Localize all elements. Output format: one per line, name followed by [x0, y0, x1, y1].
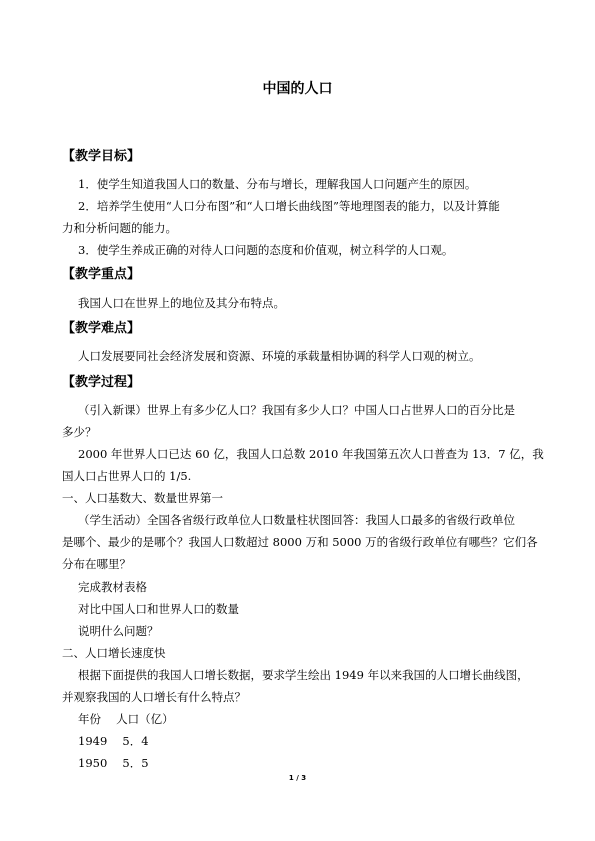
goal-item-2-line-2: 力和分析问题的能力。 — [62, 221, 177, 235]
table-header: 年份 人口（亿） — [78, 712, 174, 726]
heading-key-points: 【教学重点】 — [62, 267, 141, 282]
heading-process: 【教学过程】 — [62, 375, 141, 390]
process-p3-line-1: （学生活动）全国各省级行政单位人口数量柱状图回答：我国人口最多的省级行政单位 — [78, 513, 515, 527]
process-p4-line-1: 根据下面提供的我国人口增长数据，要求学生绘出 1949 年以来我国的人口增长曲线图， — [78, 668, 529, 682]
section-2-heading: 二、人口增长速度快 — [62, 646, 166, 660]
process-p3-line-3: 分布在哪里？ — [62, 557, 131, 571]
page-number: 1 / 3 — [288, 774, 307, 782]
process-p4-line-2: 并观察我国的人口增长有什么特点？ — [62, 690, 246, 704]
goal-item-2-line-1: 2．培养学生使用“人口分布图”和“人口增长曲线图”等地理图表的能力，以及计算能 — [78, 199, 500, 213]
process-p2-line-1: 2000 年世界人口已达 60 亿，我国人口总数 2010 年我国第五次人口普查为 13．7 亿，我 — [78, 447, 544, 461]
task-2: 对比中国人口和世界人口的数量 — [78, 602, 239, 616]
section-1-heading: 一、人口基数大、数量世界第一 — [62, 491, 223, 505]
task-1: 完成教材表格 — [78, 580, 147, 594]
process-p3-line-2: 是哪个、最少的是哪个？我国人口数超过 8000 万和 5000 万的省级行政单位有哪些？它们各 — [62, 535, 538, 549]
heading-goals: 【教学目标】 — [62, 149, 141, 164]
process-p1-line-2: 多少？ — [62, 425, 97, 439]
task-3: 说明什么问题？ — [78, 624, 159, 638]
table-row-1949: 1949 5．4 — [78, 734, 149, 748]
goal-item-3: 3．使学生养成正确的对待人口问题的态度和价值观，树立科学的人口观。 — [78, 243, 454, 257]
process-p1-line-1: （引入新课）世界上有多少亿人口？我国有多少人口？中国人口占世界人口的百分比是 — [78, 403, 515, 417]
process-p2-line-2: 国人口占世界人口的 1/5. — [62, 469, 192, 483]
key-points-text: 我国人口在世界上的地位及其分布特点。 — [78, 296, 285, 310]
table-row-1950: 1950 5．5 — [78, 756, 149, 770]
difficulties-text: 人口发展要同社会经济发展和资源、环境的承载量相协调的科学人口观的树立。 — [78, 349, 481, 363]
heading-difficulties: 【教学难点】 — [62, 321, 141, 336]
page-title: 中国的人口 — [262, 81, 333, 97]
goal-item-1: 1．使学生知道我国人口的数量、分布与增长，理解我国人口问题产生的原因。 — [78, 177, 477, 191]
